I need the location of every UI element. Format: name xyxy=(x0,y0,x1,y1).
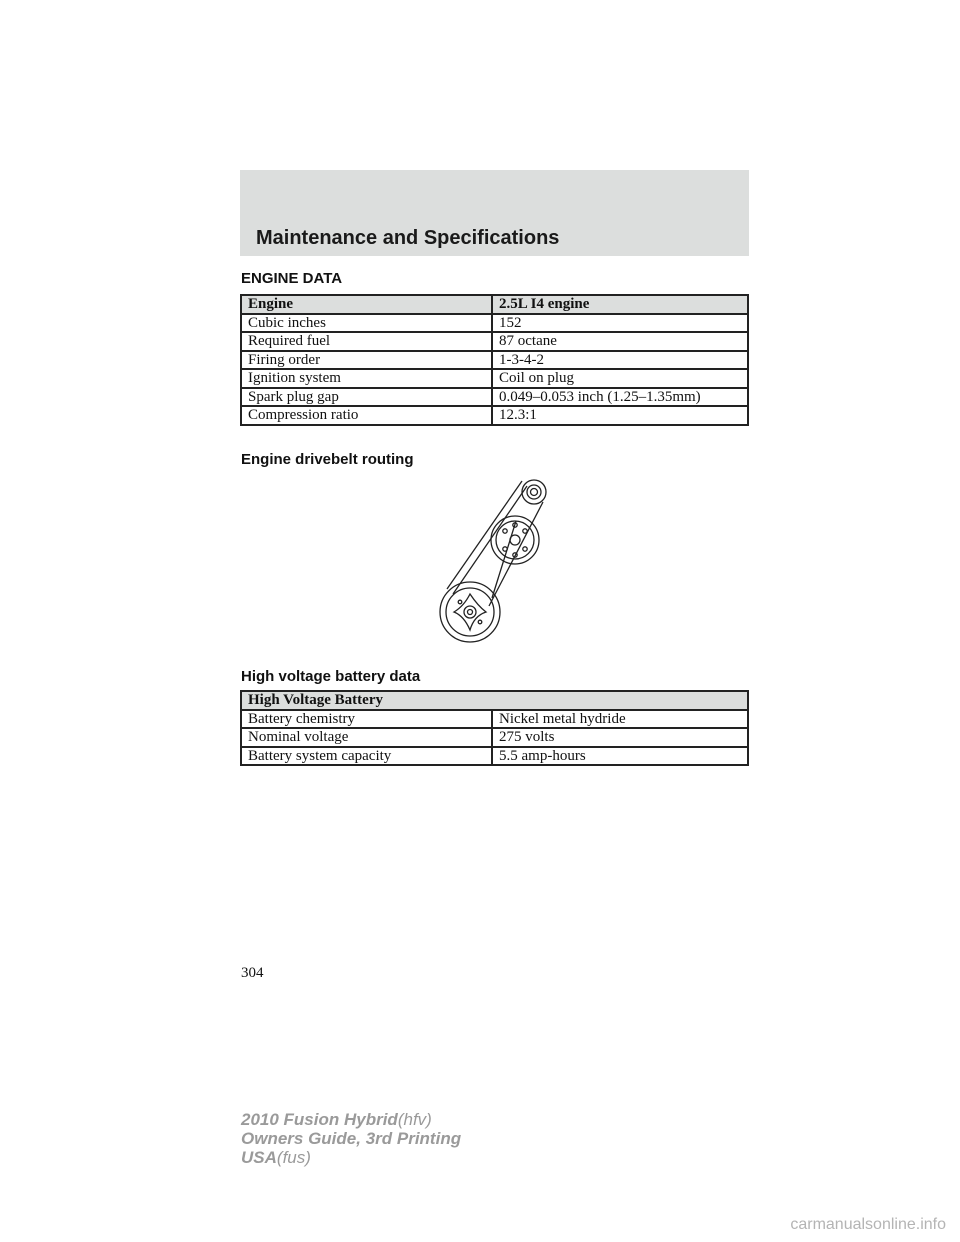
table-cell: Nickel metal hydride xyxy=(492,710,748,729)
table-cell: Battery chemistry xyxy=(241,710,492,729)
table-cell: Firing order xyxy=(241,351,492,370)
battery-data-table xyxy=(240,690,749,766)
footer-line xyxy=(241,1129,461,1148)
footer-market: USA xyxy=(241,1148,277,1167)
footer-model-code: (hfv) xyxy=(397,1110,432,1129)
idler-pulley-hub xyxy=(527,485,541,499)
table-cell: 0.049–0.053 inch (1.25–1.35mm) xyxy=(492,388,748,407)
table-cell: 5.5 amp-hours xyxy=(492,747,748,766)
table-row xyxy=(241,351,748,370)
crankshaft-pulley xyxy=(440,582,500,642)
accessory-pulley-hub xyxy=(510,535,520,545)
table-header-cell: Engine xyxy=(241,295,492,314)
drivebelt-routing-diagram xyxy=(434,476,554,644)
table-row xyxy=(241,406,748,425)
idler-pulley xyxy=(522,480,546,504)
table-cell: 87 octane xyxy=(492,332,748,351)
engine-data-table xyxy=(240,294,749,426)
table-cell: Nominal voltage xyxy=(241,728,492,747)
footer-model: 2010 Fusion Hybrid xyxy=(241,1110,398,1129)
table-cell: Cubic inches xyxy=(241,314,492,333)
watermark: carmanualsonline.info xyxy=(790,1216,946,1233)
table-cell: 1-3-4-2 xyxy=(492,351,748,370)
table-header-row xyxy=(241,295,748,314)
table-cell: Compression ratio xyxy=(241,406,492,425)
idler-pulley-bolt xyxy=(531,489,538,496)
table-cell: 12.3:1 xyxy=(492,406,748,425)
drivebelt-heading: Engine drivebelt routing xyxy=(241,451,414,468)
table-cell: Required fuel xyxy=(241,332,492,351)
engine-data-heading: ENGINE DATA xyxy=(241,270,343,287)
battery-data-heading: High voltage battery data xyxy=(241,668,421,685)
table-row xyxy=(241,388,748,407)
page-title: Maintenance and Specifications xyxy=(256,227,560,249)
footer-edition: Owners Guide, 3rd Printing xyxy=(241,1129,462,1148)
belt-strand xyxy=(447,481,522,589)
footer-line xyxy=(241,1110,461,1129)
page-number: 304 xyxy=(241,965,264,981)
table-row xyxy=(241,369,748,388)
table-cell: Spark plug gap xyxy=(241,388,492,407)
table-row xyxy=(241,332,748,351)
table-cell: Ignition system xyxy=(241,369,492,388)
footer-market-code: (fus) xyxy=(276,1148,311,1167)
table-row xyxy=(241,747,748,766)
table-row xyxy=(241,314,748,333)
footer-line xyxy=(241,1148,461,1167)
belt-strand xyxy=(453,486,527,594)
table-header-cell: High Voltage Battery xyxy=(241,691,748,710)
table-cell: Battery system capacity xyxy=(241,747,492,766)
table-cell: 152 xyxy=(492,314,748,333)
table-row xyxy=(241,728,748,747)
table-cell: Coil on plug xyxy=(492,369,748,388)
table-header-row xyxy=(241,691,748,710)
table-cell: 275 volts xyxy=(492,728,748,747)
crankshaft-pulley-hub xyxy=(464,606,476,618)
document-footer xyxy=(241,1110,461,1167)
header-band xyxy=(240,170,749,256)
table-header-cell: 2.5L I4 engine xyxy=(492,295,748,314)
crankshaft-pulley-spokes xyxy=(454,594,486,630)
table-row xyxy=(241,710,748,729)
